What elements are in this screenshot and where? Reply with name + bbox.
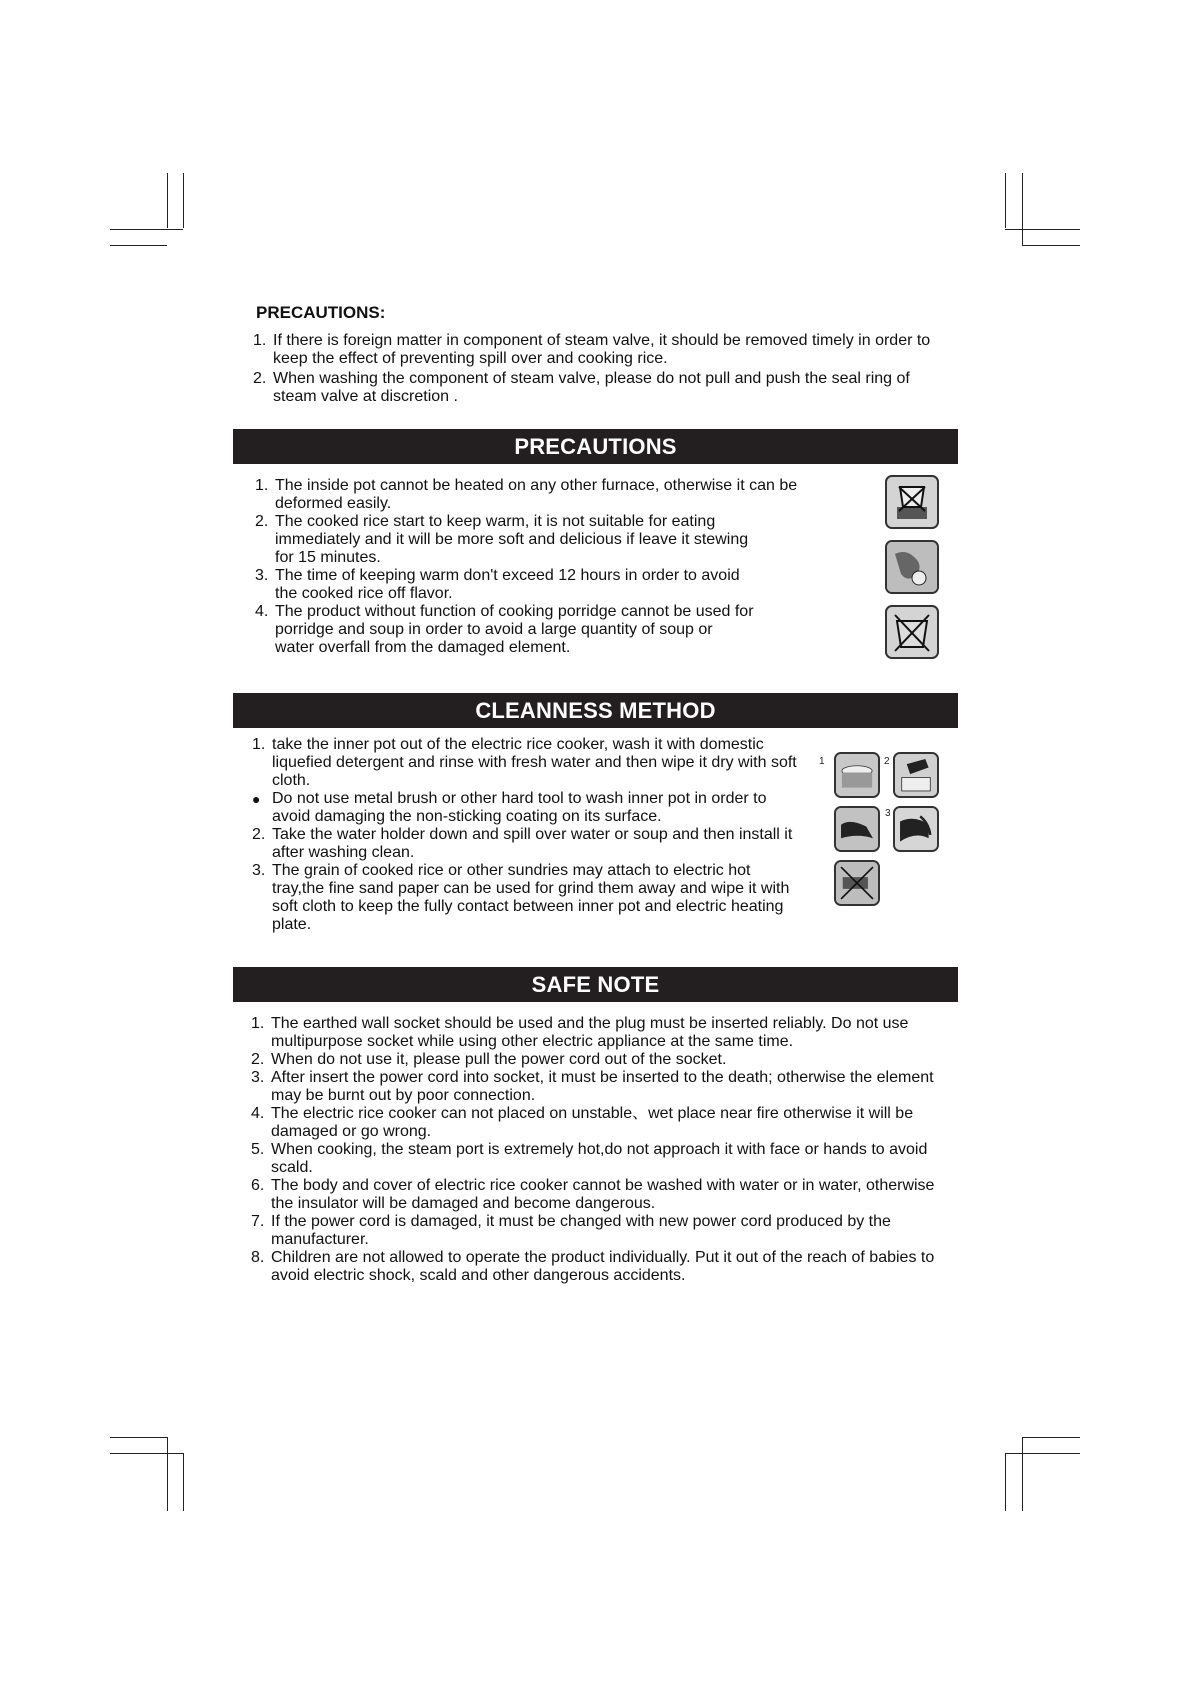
list-item: [253, 370, 938, 406]
list-item: [255, 567, 810, 603]
item-number: 4.: [251, 1105, 265, 1122]
item-text: The time of keeping warm don't exceed 12 hours in order to avoid the cooked rice off flavor.: [275, 567, 740, 602]
cleanness-list: [252, 736, 797, 934]
list-item: [251, 1105, 941, 1141]
item-number: 1.: [252, 736, 266, 753]
crop-mark: [1005, 1453, 1080, 1454]
item-text: Children are not allowed to operate the product individually. Put it out of the reach of babies to avoid electric shock, scald and other dangerous accidents.: [271, 1249, 935, 1284]
crop-mark: [1022, 1437, 1080, 1438]
item-number: 8.: [251, 1249, 265, 1266]
safe-note-list: [251, 1015, 941, 1285]
water-holder-icon: [893, 806, 939, 852]
cleanness-banner: CLEANNESS METHOD: [233, 693, 958, 728]
list-item: [251, 1069, 941, 1105]
rice-cooking-icon: [885, 540, 939, 594]
crop-mark: [1022, 1437, 1023, 1511]
list-item: [255, 603, 810, 657]
item-number: 1.: [251, 1015, 265, 1032]
crop-mark: [110, 1437, 167, 1438]
crop-mark: [1005, 229, 1080, 230]
list-item: [251, 1015, 941, 1051]
item-text: The inside pot cannot be heated on any other furnace, otherwise it can be deformed easily.: [275, 477, 798, 512]
crop-mark: [1005, 1453, 1006, 1511]
item-number: 2.: [253, 370, 267, 387]
crop-mark: [110, 229, 183, 230]
rinse-icon: [893, 752, 939, 798]
list-item: [251, 1249, 941, 1285]
icon-label: 1: [819, 756, 825, 767]
item-text: If there is foreign matter in component of steam valve, it should be removed timely in order to keep the effect of preventing spill over and cooking rice.: [273, 332, 931, 367]
safe-note-banner: SAFE NOTE: [233, 967, 958, 1002]
crop-mark: [167, 173, 168, 228]
wipe-cloth-icon: [834, 806, 880, 852]
list-item: [253, 332, 938, 368]
item-number: 6.: [251, 1177, 265, 1194]
list-item: [252, 790, 797, 826]
item-text: When cooking, the steam port is extremely hot,do not approach it with face or hands to avoid scald.: [271, 1141, 928, 1176]
item-number: 7.: [251, 1213, 265, 1230]
wash-pot-icon: [834, 752, 880, 798]
list-item: [255, 513, 810, 567]
item-text: Take the water holder down and spill over water or soup and then install it after washing clean.: [272, 826, 793, 861]
crop-mark: [110, 245, 167, 246]
item-text: take the inner pot out of the electric rice cooker, wash it with domestic liquefied detergent and rinse with fresh water and then wipe it dry with soft cloth.: [272, 736, 797, 789]
item-number: 2.: [251, 1051, 265, 1068]
list-item: [252, 736, 797, 790]
item-text: The body and cover of electric rice cooker cannot be washed with water or in water, otherwise the insulator will be damaged and become dangerous.: [271, 1177, 935, 1212]
crop-mark: [1005, 173, 1006, 228]
crop-mark: [1022, 245, 1080, 246]
list-item: [251, 1141, 941, 1177]
no-porridge-icon: [885, 605, 939, 659]
intro-heading: PRECAUTIONS:: [256, 303, 386, 322]
icon-label: 2: [884, 756, 890, 767]
item-text: If the power cord is damaged, it must be changed with new power cord produced by the manufacturer.: [271, 1213, 891, 1248]
precautions-list: [255, 477, 810, 657]
item-number: 3.: [251, 1069, 265, 1086]
item-text: Do not use metal brush or other hard tool to wash inner pot in order to avoid damaging the non-sticking coating on its surface.: [272, 790, 767, 825]
list-item: [251, 1213, 941, 1249]
list-item: [251, 1177, 941, 1213]
no-metal-brush-icon: [834, 860, 880, 906]
item-number: 3.: [252, 862, 266, 879]
item-text: The product without function of cooking porridge cannot be used for porridge and soup in order to avoid a large quantity of soup or water overfall from the damaged element.: [275, 603, 754, 656]
item-text: When washing the component of steam valve, please do not pull and push the seal ring of steam valve at discretion .: [273, 370, 910, 405]
crop-mark: [183, 173, 184, 228]
intro-list: [253, 332, 938, 406]
item-text: After insert the power cord into socket, it must be inserted to the death; otherwise the element may be burnt out by poor connection.: [271, 1069, 934, 1104]
item-text: When do not use it, please pull the power cord out of the socket.: [271, 1051, 727, 1068]
bullet-icon: ●: [252, 791, 261, 807]
no-stove-heating-icon: [885, 475, 939, 529]
list-item: [252, 826, 797, 862]
item-number: 1.: [255, 477, 269, 494]
list-item: [251, 1051, 941, 1069]
list-item: [255, 477, 810, 513]
crop-mark: [1022, 173, 1023, 245]
item-number: 3.: [255, 567, 269, 584]
precautions-banner: PRECAUTIONS: [233, 429, 958, 464]
item-number: 4.: [255, 603, 269, 620]
item-text: The earthed wall socket should be used and the plug must be inserted reliably. Do not use multipurpose socket while using other electric appliance at the same time.: [271, 1015, 909, 1050]
item-text: The grain of cooked rice or other sundries may attach to electric hot tray,the fine sand paper can be used for grind them away and wipe it with soft cloth to keep the fully contact between inner pot and electric heating plate.: [272, 862, 790, 933]
item-number: 2.: [255, 513, 269, 530]
list-item: [252, 862, 797, 934]
item-text: The electric rice cooker can not placed on unstable、wet place near fire otherwise it will be damaged or go wrong.: [271, 1105, 914, 1140]
crop-mark: [167, 1437, 168, 1511]
icon-label: 3: [885, 808, 891, 819]
item-number: 1.: [253, 332, 267, 349]
item-number: 2.: [252, 826, 266, 843]
item-number: 5.: [251, 1141, 265, 1158]
item-text: The cooked rice start to keep warm, it is not suitable for eating immediately and it will be more soft and delicious if leave it stewing for 15 minutes.: [275, 513, 749, 566]
crop-mark: [110, 1453, 183, 1454]
crop-mark: [183, 1453, 184, 1511]
